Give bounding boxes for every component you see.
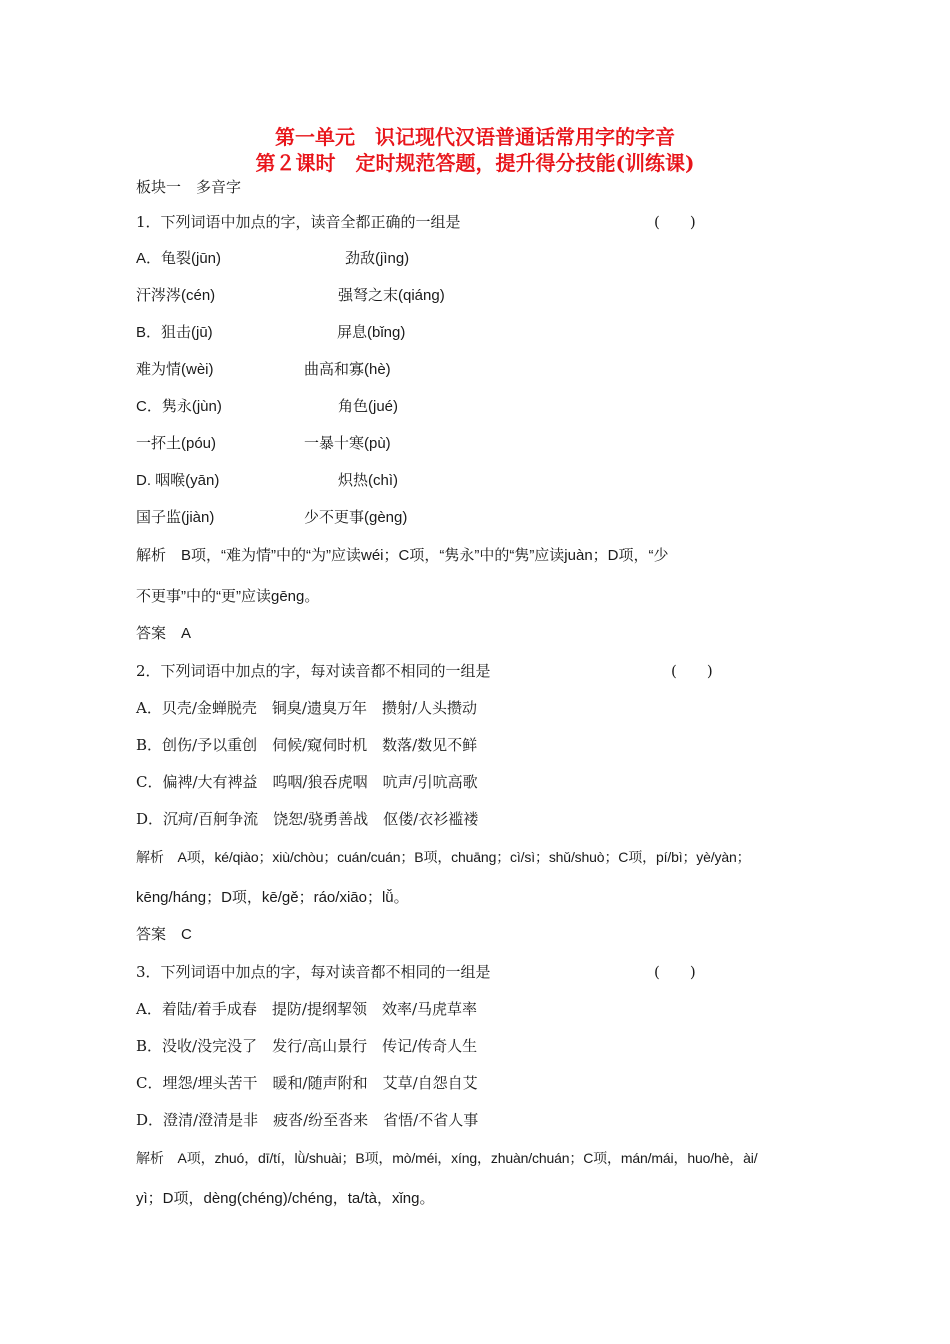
q2-option-d: D．沉疴/百舸争流 饶恕/骁勇善战 伛偻/衣衫褴褛 bbox=[136, 810, 479, 828]
q1-option-d-2: 炽热(chì) bbox=[338, 472, 399, 489]
q3-stem: 3．下列词语中加点的字，每对读音都不相同的一组是 bbox=[136, 963, 491, 981]
q1-option-d-1: D. 咽喉(yān) bbox=[136, 472, 220, 489]
q2-answer: 答案 C bbox=[136, 926, 192, 943]
q1-analysis-line2: 不更事”中的“更”应读gēng。 bbox=[136, 588, 320, 605]
q3-analysis-line1: 解析 A项，zhuó，dī/tí，lǜ/shuài；B项，mò/méi，xíng，zhuàn/chuán；C项，mán/mái，huo/hè，ài/ bbox=[136, 1150, 758, 1166]
doc-title-line2: 第２课时 定时规范答题，提升得分技能(训练课) bbox=[255, 151, 695, 175]
doc-title-line1: 第一单元 识记现代汉语普通话常用字的字音 bbox=[275, 125, 675, 149]
q1-option-b-4: 曲高和寡(hè) bbox=[304, 361, 391, 378]
q1-option-c-2: 角色(jué) bbox=[338, 398, 399, 415]
q2-answer-blank: ( ) bbox=[671, 662, 713, 680]
q3-answer-blank: ( ) bbox=[654, 963, 696, 981]
q1-option-a-4: 强弩之末(qiáng) bbox=[338, 287, 445, 304]
q1-option-b-1: B．狙击(jū) bbox=[136, 324, 213, 341]
q1-option-a-2: 劲敌(jìng) bbox=[345, 250, 410, 267]
q2-analysis-line1: 解析 A项，ké/qiào；xiù/chòu；cuán/cuán；B项，chuāng；cì/sì；shǔ/shuò；C项，pí/bì；yè/yàn； bbox=[136, 849, 751, 865]
q2-option-b: B．创伤/予以重创 伺候/窥伺时机 数落/数见不鲜 bbox=[136, 736, 478, 754]
q1-stem: 1．下列词语中加点的字，读音全都正确的一组是 bbox=[136, 213, 461, 231]
q1-option-a-1: A．龟裂(jūn) bbox=[136, 250, 222, 267]
q3-option-d: D．澄清/澄清是非 疲沓/纷至沓来 省悟/不省人事 bbox=[136, 1111, 479, 1129]
q1-answer-blank: ( ) bbox=[654, 213, 696, 231]
section-heading: 板块一 多音字 bbox=[136, 178, 242, 196]
q1-analysis-line1: 解析 B项，“难为情”中的“为”应读wéi；C项，“隽永”中的“隽”应读juàn；D项，“少 bbox=[136, 547, 669, 564]
q1-option-b-2: 屏息(bǐng) bbox=[337, 324, 406, 341]
q1-option-d-4: 少不更事(gèng) bbox=[304, 509, 408, 526]
q3-option-b: B．没收/没完没了 发行/高山景行 传记/传奇人生 bbox=[136, 1037, 478, 1055]
q3-option-a: A．着陆/着手成春 提防/提纲挈领 效率/马虎草率 bbox=[136, 1000, 477, 1018]
q1-option-b-3: 难为情(wèi) bbox=[136, 361, 214, 378]
q3-option-c: C．埋怨/埋头苦干 暖和/随声附和 艾草/自怨自艾 bbox=[136, 1074, 478, 1092]
q2-analysis-line2: kēng/háng；D项，kē/gě；ráo/xiāo；lǚ。 bbox=[136, 889, 409, 906]
q2-option-a: A．贝壳/金蝉脱壳 铜臭/遗臭万年 攒射/人头攒动 bbox=[136, 699, 477, 717]
q1-answer: 答案 A bbox=[136, 625, 192, 642]
q1-option-c-3: 一抔土(póu) bbox=[136, 435, 217, 452]
q1-option-c-4: 一暴十寒(pù) bbox=[304, 435, 391, 452]
q1-option-c-1: C．隽永(jùn) bbox=[136, 398, 222, 415]
q2-stem: 2．下列词语中加点的字，每对读音都不相同的一组是 bbox=[136, 662, 491, 680]
q3-analysis-line2: yì；D项，dèng(chéng)/chéng，ta/tà，xǐng。 bbox=[136, 1190, 435, 1207]
q2-option-c: C．偏裨/大有裨益 呜咽/狼吞虎咽 吭声/引吭高歌 bbox=[136, 773, 478, 791]
q1-option-d-3: 国子监(jiàn) bbox=[136, 509, 215, 526]
q1-option-a-3: 汗涔涔(cén) bbox=[136, 287, 216, 304]
